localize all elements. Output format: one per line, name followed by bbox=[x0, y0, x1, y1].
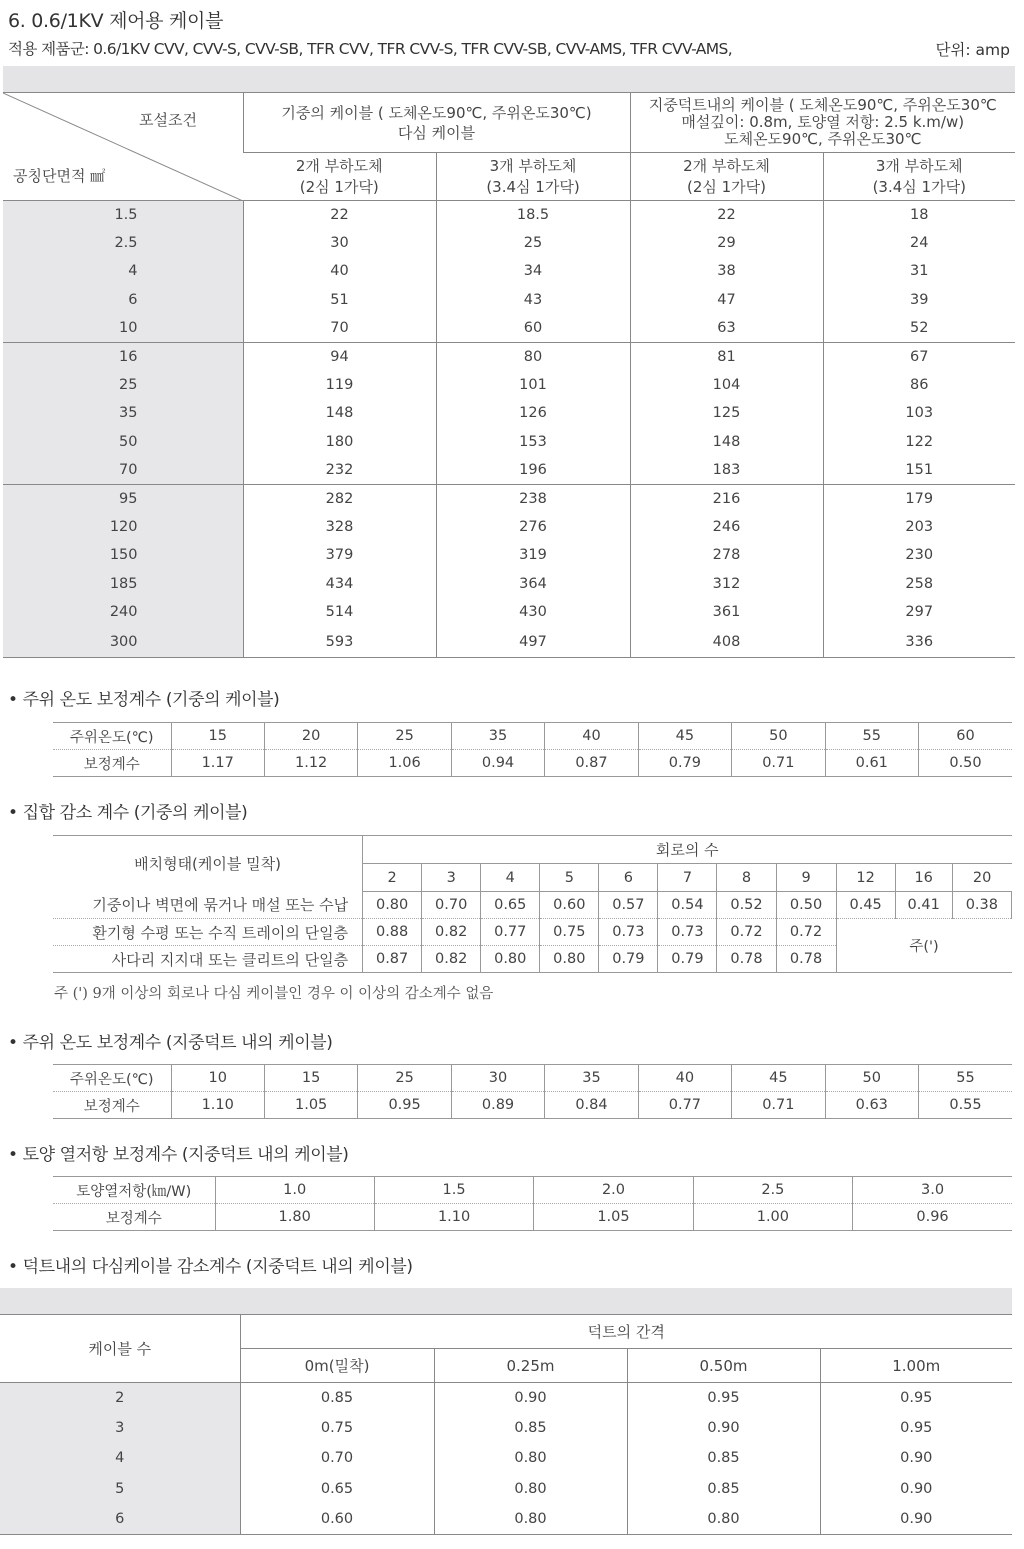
subcol-header: 2개 부하도체 (2심 1가닥) bbox=[630, 153, 823, 201]
ampacity-cell: 39 bbox=[823, 286, 1015, 314]
subcol-header: 3개 부하도체 (3.4심 1가닥) bbox=[823, 153, 1015, 201]
soil-wrapper bbox=[53, 1176, 1012, 1231]
value-cell: 25 bbox=[358, 723, 451, 750]
ampacity-cell: 246 bbox=[630, 513, 823, 541]
ampacity-cell: 497 bbox=[436, 626, 630, 657]
row-label: 주위온도(℃) bbox=[53, 723, 171, 750]
value-cell: 50 bbox=[825, 1065, 918, 1092]
reduction-cell: 0.60 bbox=[540, 892, 599, 919]
spacing-cell: 0.25m bbox=[434, 1349, 627, 1383]
corner-top-label: 포설조건 bbox=[139, 111, 197, 129]
ampacity-cell: 67 bbox=[823, 342, 1015, 370]
table-row bbox=[3, 484, 1015, 512]
temp-air-table bbox=[53, 722, 1012, 777]
ampacity-cell: 364 bbox=[436, 570, 630, 598]
reduction-cell: 0.45 bbox=[836, 892, 895, 919]
circuit-count-cell: 5 bbox=[540, 864, 599, 892]
main-table-wrapper bbox=[3, 92, 1015, 658]
value-cell: 40 bbox=[545, 723, 638, 750]
temp-duct-wrapper bbox=[53, 1064, 1012, 1119]
value-cell: 25 bbox=[358, 1065, 451, 1092]
ampacity-cell: 282 bbox=[243, 484, 436, 512]
section-title-soil: • 토양 열저항 보정계수 (지중덕트 내의 케이블) bbox=[8, 1145, 349, 1165]
reduction-cell: 0.85 bbox=[240, 1383, 434, 1413]
row-size-cell: 185 bbox=[3, 570, 243, 598]
reduction-cell: 0.77 bbox=[481, 919, 540, 946]
section-title-group: • 집합 감소 계수 (기중의 케이블) bbox=[8, 803, 248, 823]
value-cell: 0.87 bbox=[545, 750, 638, 777]
table-row bbox=[53, 919, 1012, 946]
value-cell: 1.0 bbox=[215, 1177, 374, 1204]
ampacity-cell: 179 bbox=[823, 484, 1015, 512]
value-cell: 55 bbox=[919, 1065, 1013, 1092]
value-cell: 0.50 bbox=[949, 755, 982, 771]
table-header-bar bbox=[3, 66, 1015, 92]
row-size-cell: 10 bbox=[3, 314, 243, 342]
row-size-cell: 25 bbox=[3, 371, 243, 399]
note-cell: 주(') bbox=[909, 939, 939, 955]
ampacity-cell: 18.5 bbox=[436, 201, 630, 229]
reduction-cell: 0.88 bbox=[363, 919, 422, 946]
ampacity-cell: 80 bbox=[436, 342, 630, 370]
ampacity-cell: 25 bbox=[436, 229, 630, 257]
value-cell: 0.71 bbox=[732, 1092, 825, 1119]
value-cell: 50 bbox=[732, 723, 825, 750]
reduction-cell: 0.90 bbox=[820, 1474, 1012, 1504]
ampacity-table bbox=[3, 92, 1015, 658]
reduction-cell: 0.41 bbox=[895, 892, 952, 919]
value-cell: 35 bbox=[545, 1065, 638, 1092]
reduction-cell: 0.73 bbox=[599, 919, 658, 946]
cable-count-cell: 5 bbox=[0, 1474, 240, 1504]
circuit-count-cell: 7 bbox=[658, 864, 717, 892]
ampacity-cell: 94 bbox=[243, 342, 436, 370]
reduction-cell: 0.57 bbox=[599, 892, 658, 919]
table-row bbox=[3, 257, 1015, 285]
row-size-cell: 240 bbox=[3, 598, 243, 626]
row-size-cell: 95 bbox=[3, 484, 243, 512]
value-cell: 0.94 bbox=[451, 750, 544, 777]
group-duct-line2: 매설깊이: 0.8m, 토양열 저항: 2.5 k.m/w) bbox=[681, 113, 965, 131]
ampacity-cell: 70 bbox=[243, 314, 436, 342]
group-air-line1: 기중의 케이블 ( 도체온도90℃, 주위온도30℃) bbox=[281, 103, 592, 122]
ampacity-cell: 81 bbox=[630, 342, 823, 370]
ampacity-cell: 51 bbox=[243, 286, 436, 314]
table-row bbox=[3, 201, 1015, 229]
ampacity-cell: 148 bbox=[243, 399, 436, 427]
value-cell: 0.63 bbox=[825, 1092, 918, 1119]
value-cell: 55 bbox=[825, 723, 918, 750]
ampacity-cell: 312 bbox=[630, 570, 823, 598]
reduction-cell: 0.54 bbox=[658, 892, 717, 919]
reduction-cell: 0.79 bbox=[599, 946, 658, 973]
reduction-cell: 0.80 bbox=[434, 1443, 627, 1473]
table-row bbox=[3, 626, 1015, 657]
row-size-cell: 16 bbox=[3, 342, 243, 370]
reduction-cell: 0.52 bbox=[717, 892, 776, 919]
table-row bbox=[3, 314, 1015, 342]
value-cell: 1.10 bbox=[171, 1092, 264, 1119]
ampacity-cell: 31 bbox=[823, 257, 1015, 285]
reduction-cell: 0.70 bbox=[422, 892, 481, 919]
ampacity-cell: 297 bbox=[823, 598, 1015, 626]
circuit-count-cell: 4 bbox=[481, 864, 540, 892]
ampacity-cell: 216 bbox=[630, 484, 823, 512]
reduction-cell: 0.80 bbox=[363, 892, 422, 919]
value-cell: 1.06 bbox=[358, 750, 451, 777]
value-cell: 1.10 bbox=[374, 1204, 533, 1231]
temp-air-wrapper bbox=[53, 722, 1012, 777]
section-title-duct-multi: • 덕트내의 다심케이블 감소계수 (지중덕트 내의 케이블) bbox=[8, 1257, 413, 1277]
ampacity-cell: 203 bbox=[823, 513, 1015, 541]
table-row bbox=[0, 1413, 1012, 1443]
row-label: 보정계수 bbox=[53, 1092, 171, 1119]
arrangement-label: 기중이나 벽면에 묶거나 매설 또는 수납 bbox=[53, 892, 363, 919]
spacing-header: 덕트의 간격 bbox=[240, 1315, 1012, 1349]
value-cell: 0.55 bbox=[949, 1097, 982, 1113]
footnote: 주 (') 9개 이상의 회로나 다심 케이블인 경우 이 이상의 감소계수 없음 bbox=[54, 986, 494, 1002]
reduction-cell: 0.50 bbox=[776, 892, 836, 919]
value-cell: 0.89 bbox=[451, 1092, 544, 1119]
value-cell: 1.05 bbox=[264, 1092, 357, 1119]
ampacity-cell: 148 bbox=[630, 428, 823, 456]
value-cell: 10 bbox=[171, 1065, 264, 1092]
table-row bbox=[3, 371, 1015, 399]
ampacity-cell: 151 bbox=[823, 456, 1015, 484]
temp-duct-table bbox=[53, 1064, 1012, 1119]
ampacity-cell: 30 bbox=[243, 229, 436, 257]
value-cell: 0.84 bbox=[545, 1092, 638, 1119]
reduction-cell: 0.65 bbox=[481, 892, 540, 919]
value-cell: 45 bbox=[732, 1065, 825, 1092]
value-cell: 0.96 bbox=[916, 1209, 949, 1225]
ampacity-cell: 232 bbox=[243, 456, 436, 484]
ampacity-cell: 278 bbox=[630, 541, 823, 569]
circuit-count-cell: 16 bbox=[895, 864, 952, 892]
duct-wrapper bbox=[0, 1314, 1012, 1535]
ampacity-cell: 38 bbox=[630, 257, 823, 285]
reduction-cell: 0.85 bbox=[434, 1413, 627, 1443]
product-list: 적용 제품군: 0.6/1KV CVV, CVV-S, CVV-SB, TFR CVV, TFR CVV-S, TFR CVV-SB, CVV-AMS, TFR CVV-AMS, bbox=[8, 40, 733, 58]
ampacity-cell: 230 bbox=[823, 541, 1015, 569]
ampacity-cell: 101 bbox=[436, 371, 630, 399]
reduction-cell: 0.79 bbox=[658, 946, 717, 973]
row-label: 보정계수 bbox=[53, 1204, 215, 1231]
reduction-cell: 0.95 bbox=[820, 1383, 1012, 1413]
value-cell: 45 bbox=[638, 723, 731, 750]
table-row bbox=[3, 598, 1015, 626]
table-row bbox=[0, 1504, 1012, 1534]
reduction-cell: 0.38 bbox=[952, 892, 1011, 919]
corner-header bbox=[3, 93, 243, 201]
reduction-cell: 0.72 bbox=[717, 919, 776, 946]
value-cell: 1.05 bbox=[534, 1204, 693, 1231]
unit-label: 단위: amp bbox=[935, 41, 1010, 59]
cable-count-cell: 6 bbox=[0, 1504, 240, 1534]
spacing-cell: 0.50m bbox=[627, 1349, 820, 1383]
reduction-cell: 0.90 bbox=[434, 1383, 627, 1413]
value-cell: 20 bbox=[264, 723, 357, 750]
group-wrapper bbox=[53, 835, 1012, 973]
reduction-cell: 0.75 bbox=[240, 1413, 434, 1443]
ampacity-cell: 180 bbox=[243, 428, 436, 456]
row-size-cell: 300 bbox=[3, 626, 243, 657]
ampacity-cell: 40 bbox=[243, 257, 436, 285]
ampacity-cell: 328 bbox=[243, 513, 436, 541]
duct-multi-table bbox=[0, 1314, 1012, 1535]
value-cell: 1.17 bbox=[171, 750, 264, 777]
table-row bbox=[53, 750, 1012, 777]
ampacity-cell: 34 bbox=[436, 257, 630, 285]
row-size-cell: 2.5 bbox=[3, 229, 243, 257]
corner-bottom-label: 공칭단면적 ㎟ bbox=[13, 167, 106, 185]
ampacity-cell: 103 bbox=[823, 399, 1015, 427]
ampacity-cell: 47 bbox=[630, 286, 823, 314]
ampacity-cell: 336 bbox=[823, 626, 1015, 657]
ampacity-cell: 379 bbox=[243, 541, 436, 569]
table-row bbox=[53, 1065, 1012, 1092]
circuit-count-cell: 6 bbox=[599, 864, 658, 892]
row-size-cell: 4 bbox=[3, 257, 243, 285]
ampacity-cell: 183 bbox=[630, 456, 823, 484]
table-row bbox=[3, 342, 1015, 370]
ampacity-cell: 196 bbox=[436, 456, 630, 484]
ampacity-cell: 122 bbox=[823, 428, 1015, 456]
ampacity-cell: 361 bbox=[630, 598, 823, 626]
table-row bbox=[3, 541, 1015, 569]
arrangement-label: 사다리 지지대 또는 클리트의 단일층 bbox=[53, 946, 363, 973]
circuit-count-cell: 12 bbox=[836, 864, 895, 892]
value-cell: 15 bbox=[264, 1065, 357, 1092]
ampacity-cell: 153 bbox=[436, 428, 630, 456]
ampacity-cell: 24 bbox=[823, 229, 1015, 257]
table-row bbox=[3, 456, 1015, 484]
arrangement-header: 배치형태(케이블 밀착) bbox=[53, 836, 363, 892]
group-air-line2: 다심 케이블 bbox=[397, 123, 476, 142]
ampacity-cell: 514 bbox=[243, 598, 436, 626]
reduction-cell: 0.85 bbox=[627, 1443, 820, 1473]
circuit-count-cell: 2 bbox=[363, 864, 422, 892]
section-title-temp-duct: • 주위 온도 보정계수 (지중덕트 내의 케이블) bbox=[8, 1033, 333, 1053]
reduction-cell: 0.80 bbox=[540, 946, 599, 973]
reduction-cell: 0.82 bbox=[422, 919, 481, 946]
ampacity-cell: 238 bbox=[436, 484, 630, 512]
value-cell: 0.77 bbox=[638, 1092, 731, 1119]
reduction-cell: 0.85 bbox=[627, 1474, 820, 1504]
table-row bbox=[3, 570, 1015, 598]
reduction-cell: 0.95 bbox=[627, 1383, 820, 1413]
section-title-temp-air: • 주위 온도 보정계수 (기중의 케이블) bbox=[8, 690, 280, 710]
value-cell: 0.79 bbox=[638, 750, 731, 777]
ampacity-cell: 276 bbox=[436, 513, 630, 541]
table-row bbox=[3, 286, 1015, 314]
value-cell: 3.0 bbox=[853, 1177, 1012, 1204]
reduction-cell: 0.72 bbox=[776, 919, 836, 946]
group-duct-line1: 지중덕트내의 케이블 ( 도체온도90℃, 주위온도30℃ bbox=[648, 96, 997, 114]
reduction-cell: 0.78 bbox=[776, 946, 836, 973]
row-size-cell: 6 bbox=[3, 286, 243, 314]
table-row bbox=[53, 1177, 1012, 1204]
group-air-header bbox=[243, 93, 630, 153]
value-cell: 2.0 bbox=[534, 1177, 693, 1204]
reduction-cell: 0.60 bbox=[240, 1504, 434, 1534]
ampacity-cell: 434 bbox=[243, 570, 436, 598]
reduction-cell: 0.80 bbox=[627, 1504, 820, 1534]
value-cell: 1.5 bbox=[374, 1177, 533, 1204]
reduction-cell: 0.95 bbox=[820, 1413, 1012, 1443]
page-title: 6. 0.6/1KV 제어용 케이블 bbox=[8, 10, 224, 32]
ampacity-cell: 104 bbox=[630, 371, 823, 399]
cable-count-cell: 4 bbox=[0, 1443, 240, 1473]
table-row bbox=[3, 399, 1015, 427]
value-cell: 35 bbox=[451, 723, 544, 750]
arrangement-label: 환기형 수평 또는 수직 트레이의 단일층 bbox=[53, 919, 363, 946]
value-cell: 0.71 bbox=[732, 750, 825, 777]
reduction-cell: 0.80 bbox=[481, 946, 540, 973]
cable-count-header: 케이블 수 bbox=[0, 1315, 240, 1383]
row-size-cell: 1.5 bbox=[3, 201, 243, 229]
ampacity-cell: 22 bbox=[630, 201, 823, 229]
spacing-cell: 0m(밀착) bbox=[240, 1349, 434, 1383]
ampacity-cell: 60 bbox=[436, 314, 630, 342]
cable-count-cell: 2 bbox=[0, 1383, 240, 1413]
table-row bbox=[0, 1443, 1012, 1473]
reduction-cell: 0.78 bbox=[717, 946, 776, 973]
row-size-cell: 50 bbox=[3, 428, 243, 456]
spacing-cell: 1.00m bbox=[820, 1349, 1012, 1383]
reduction-cell: 0.90 bbox=[627, 1413, 820, 1443]
ampacity-cell: 29 bbox=[630, 229, 823, 257]
row-label: 토양열저항(㎞/W) bbox=[53, 1177, 215, 1204]
ampacity-cell: 22 bbox=[243, 201, 436, 229]
circuit-count-cell: 9 bbox=[776, 864, 836, 892]
circuit-count-cell: 3 bbox=[422, 864, 481, 892]
duct-header-bar bbox=[0, 1288, 1012, 1314]
subcol-header: 3개 부하도체 (3.4심 1가닥) bbox=[436, 153, 630, 201]
value-cell: 0.61 bbox=[825, 750, 918, 777]
reduction-cell: 0.65 bbox=[240, 1474, 434, 1504]
reduction-cell: 0.75 bbox=[540, 919, 599, 946]
circuit-count-cell: 8 bbox=[717, 864, 776, 892]
value-cell: 1.12 bbox=[264, 750, 357, 777]
table-row bbox=[0, 1474, 1012, 1504]
table-row bbox=[3, 229, 1015, 257]
table-row bbox=[53, 892, 1012, 919]
ampacity-cell: 63 bbox=[630, 314, 823, 342]
group-duct-line3: 도체온도90℃, 주위온도30℃ bbox=[724, 130, 922, 148]
circuits-header: 회로의 수 bbox=[363, 836, 1012, 864]
ampacity-cell: 52 bbox=[823, 314, 1015, 342]
table-row bbox=[3, 513, 1015, 541]
ampacity-body bbox=[3, 201, 1015, 658]
ampacity-cell: 43 bbox=[436, 286, 630, 314]
reduction-cell: 0.82 bbox=[422, 946, 481, 973]
subcol-header: 2개 부하도체 (2심 1가닥) bbox=[243, 153, 436, 201]
soil-table bbox=[53, 1176, 1012, 1231]
row-size-cell: 150 bbox=[3, 541, 243, 569]
table-row bbox=[3, 428, 1015, 456]
ampacity-cell: 18 bbox=[823, 201, 1015, 229]
row-label: 보정계수 bbox=[53, 750, 171, 777]
ampacity-cell: 126 bbox=[436, 399, 630, 427]
table-row bbox=[53, 723, 1012, 750]
value-cell: 40 bbox=[638, 1065, 731, 1092]
value-cell: 60 bbox=[919, 723, 1013, 750]
value-cell: 30 bbox=[451, 1065, 544, 1092]
row-size-cell: 70 bbox=[3, 456, 243, 484]
row-size-cell: 120 bbox=[3, 513, 243, 541]
reduction-cell: 0.80 bbox=[434, 1474, 627, 1504]
cable-count-cell: 3 bbox=[0, 1413, 240, 1443]
ampacity-cell: 430 bbox=[436, 598, 630, 626]
row-label: 주위온도(℃) bbox=[53, 1065, 171, 1092]
reduction-cell: 0.70 bbox=[240, 1443, 434, 1473]
ampacity-cell: 125 bbox=[630, 399, 823, 427]
ampacity-cell: 119 bbox=[243, 371, 436, 399]
group-duct-header bbox=[630, 93, 1015, 153]
row-size-cell: 35 bbox=[3, 399, 243, 427]
reduction-cell: 0.80 bbox=[434, 1504, 627, 1534]
ampacity-cell: 258 bbox=[823, 570, 1015, 598]
value-cell: 1.00 bbox=[693, 1204, 852, 1231]
reduction-cell: 0.87 bbox=[363, 946, 422, 973]
table-row bbox=[53, 1204, 1012, 1231]
circuit-count-cell: 20 bbox=[952, 864, 1011, 892]
ampacity-cell: 86 bbox=[823, 371, 1015, 399]
ampacity-cell: 319 bbox=[436, 541, 630, 569]
value-cell: 15 bbox=[171, 723, 264, 750]
ampacity-cell: 408 bbox=[630, 626, 823, 657]
reduction-cell: 0.90 bbox=[820, 1504, 1012, 1534]
table-row bbox=[0, 1383, 1012, 1413]
ampacity-cell: 593 bbox=[243, 626, 436, 657]
value-cell: 1.80 bbox=[215, 1204, 374, 1231]
reduction-cell: 0.73 bbox=[658, 919, 717, 946]
table-row bbox=[53, 1092, 1012, 1119]
group-reduction-table bbox=[53, 835, 1012, 973]
value-cell: 2.5 bbox=[693, 1177, 852, 1204]
value-cell: 0.95 bbox=[358, 1092, 451, 1119]
reduction-cell: 0.90 bbox=[820, 1443, 1012, 1473]
